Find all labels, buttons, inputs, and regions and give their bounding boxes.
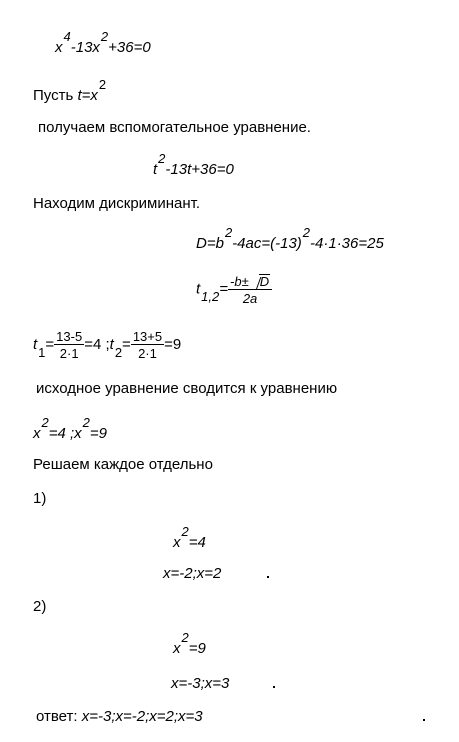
reduce-text: исходное уравнение сводится к уравнению xyxy=(36,380,338,397)
roots-values xyxy=(33,330,181,360)
solve-text: Решаем каждое отдельно xyxy=(33,456,213,473)
reduced-b-exp: 2 xyxy=(82,415,90,430)
roots-formula-den: 2a xyxy=(242,291,258,306)
let-var: t=x xyxy=(77,87,98,104)
disc-eq-exp1: 2 xyxy=(224,225,233,240)
root1-eq: = xyxy=(45,335,55,353)
root2-eq: = xyxy=(122,335,131,353)
root2-sub: 2 xyxy=(114,344,123,360)
roots-formula-rad: D xyxy=(259,274,270,289)
reduced-a-exp: 2 xyxy=(41,415,49,430)
case1-x: x xyxy=(173,534,181,551)
reduced-a-rest: =4 ; xyxy=(48,425,75,442)
root1-num: 13-5 xyxy=(56,329,83,344)
main-eq-tail: +36=0 xyxy=(108,39,151,56)
case2-label: 2) xyxy=(33,598,47,615)
root1-den: 2·1 xyxy=(59,346,79,361)
roots-formula-sub: 1,2 xyxy=(201,289,220,305)
answer-end-dot xyxy=(423,719,425,721)
case2-end-dot xyxy=(273,686,275,688)
aux-eq-t: t xyxy=(153,161,158,178)
root1-fraction xyxy=(54,330,84,360)
root2-val: =9 xyxy=(164,335,182,353)
case2-exp: 2 xyxy=(181,630,189,645)
root2-fraction xyxy=(131,330,164,360)
case1-end-dot xyxy=(267,576,269,578)
aux-equation xyxy=(153,151,234,178)
root1-val: =4 ; xyxy=(84,335,110,353)
roots-formula-eq: = xyxy=(219,280,229,298)
reduced-a-x: x xyxy=(33,425,41,442)
main-eq-mid: -13x xyxy=(70,39,100,56)
substitution-line xyxy=(33,77,107,104)
case1-exp: 2 xyxy=(181,524,189,539)
sqrt-symbol xyxy=(249,274,270,288)
disc-eq-lhs: D=b xyxy=(196,235,224,252)
case1-equation xyxy=(173,524,206,551)
root2-den: 2·1 xyxy=(138,346,157,361)
main-eq-exp2: 2 xyxy=(100,29,109,44)
disc-text: Находим дискриминант. xyxy=(33,195,201,212)
aux-eq-exp: 2 xyxy=(158,151,166,166)
disc-eq-rest: -4·1·36=25 xyxy=(310,235,384,252)
reduced-b-rest: =9 xyxy=(89,425,108,442)
root1-sub: 1 xyxy=(38,344,46,360)
let-word: Пусть xyxy=(33,87,74,104)
reduced-equations xyxy=(33,415,108,442)
root2-num: 13+5 xyxy=(132,329,163,344)
aux-eq-rest: -13t+36=0 xyxy=(165,161,234,178)
main-eq-exp1: 4 xyxy=(63,29,71,44)
roots-formula-t: t xyxy=(196,280,201,298)
reduced-b-x: x xyxy=(74,425,82,442)
disc-eq-exp2: 2 xyxy=(302,225,311,240)
root2-t: t xyxy=(109,335,114,353)
case1-solution: x=-2;x=2 xyxy=(163,565,222,582)
case2-x: x xyxy=(173,640,181,657)
case2-solution: x=-3;x=3 xyxy=(171,675,230,692)
roots-formula-fraction xyxy=(228,274,272,305)
root1-t: t xyxy=(33,335,38,353)
answer-label: ответ: xyxy=(36,708,78,725)
disc-equation xyxy=(196,225,384,252)
let-exp: 2 xyxy=(98,77,107,92)
disc-eq-mid: -4ac=(-13) xyxy=(232,235,302,252)
case2-rest: =9 xyxy=(188,640,206,657)
aux-text: получаем вспомогательное уравнение. xyxy=(38,119,311,136)
answer-line xyxy=(36,709,203,724)
main-eq-lead: x xyxy=(55,39,63,56)
main-equation xyxy=(55,29,151,56)
roots-formula xyxy=(196,274,272,305)
case2-equation xyxy=(173,630,206,657)
answer-value: x=-3;x=-2;x=2;x=3 xyxy=(81,708,203,725)
case1-label: 1) xyxy=(33,490,47,507)
roots-formula-num: -b± xyxy=(230,274,249,289)
case1-rest: =4 xyxy=(188,534,206,551)
